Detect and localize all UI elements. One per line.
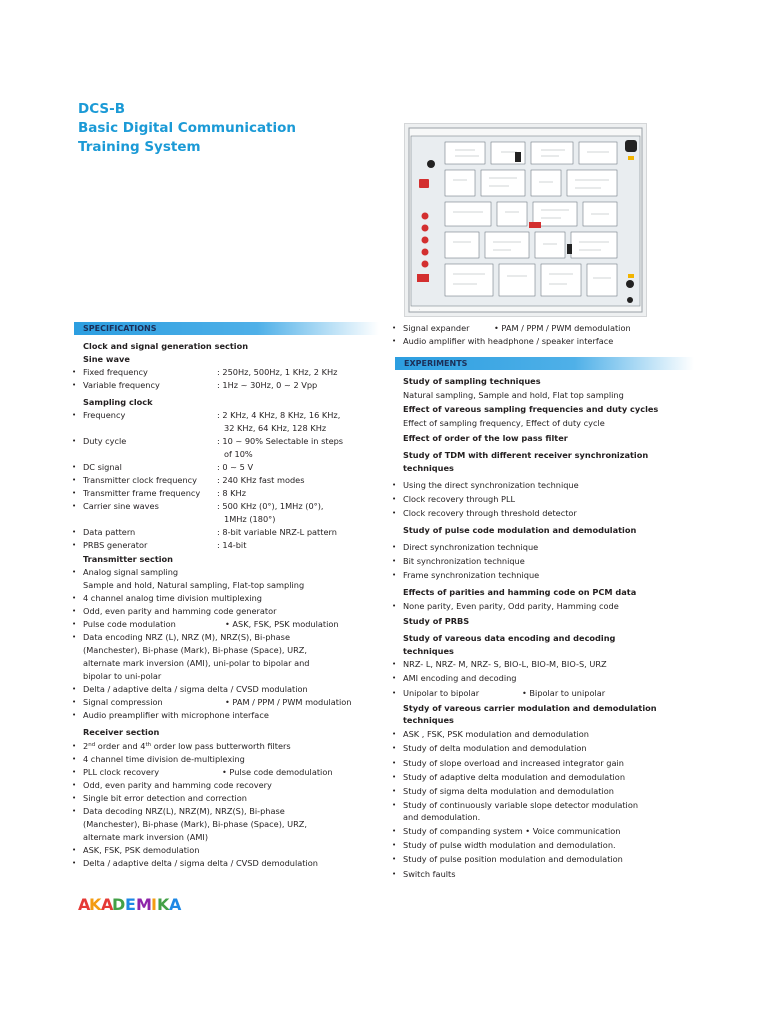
list-item: • Delta / adaptive delta / sigma delta / CVSD demodulation <box>83 857 318 869</box>
list-item: • 4 channel time division de-multiplexing <box>83 753 245 765</box>
list-item: • Frame synchronization technique <box>403 569 539 581</box>
list-item: • Pulse code modulation <box>83 618 176 630</box>
spec-label: • DC signal <box>83 461 122 473</box>
experiments-heading: EXPERIMENTS <box>395 357 694 370</box>
list-item-continuation: alternate mark inversion (AMI), uni-polar to bipolar and <box>83 658 310 668</box>
experiment-heading: Effect of vareous sampling frequencies and duty cycles <box>403 404 659 414</box>
experiment-detail: Effect of sampling frequency, Effect of duty cycle <box>403 418 605 428</box>
svg-text:D: D <box>112 895 126 914</box>
experiment-heading: Study of sampling techniques <box>403 376 541 386</box>
svg-text:A: A <box>169 895 182 914</box>
spec-label: • Transmitter frame frequency <box>83 487 200 499</box>
experiment-heading: Effects of parities and hamming code on PCM data <box>403 587 637 597</box>
svg-text:I: I <box>151 895 157 914</box>
spec-label: • Carrier sine waves <box>83 500 159 512</box>
spec-label: • Frequency <box>83 409 125 421</box>
list-item: • Signal compression <box>83 696 163 708</box>
list-item: • Data encoding NRZ (L), NRZ (M), NRZ(S), Bi-phase <box>83 631 290 643</box>
experiment-heading-continuation: techniques <box>403 463 454 473</box>
spec-value: : 0 ~ 5 V <box>217 462 254 472</box>
list-item: • Study of pulse width modulation and demodulation. <box>403 839 616 851</box>
product-code: DCS-B <box>78 101 125 117</box>
list-item: • Odd, even parity and hamming code recovery <box>83 779 272 791</box>
list-item-continuation: Sample and hold, Natural sampling, Flat-top sampling <box>83 580 305 590</box>
spec-value: 1MHz (180°) <box>224 514 276 524</box>
list-item: • ASK , FSK, PSK modulation and demodulation <box>403 728 589 740</box>
spec-label: • Data pattern <box>83 526 135 538</box>
svg-text:.: . <box>419 307 420 311</box>
product-name-line-2: Training System <box>78 139 201 155</box>
list-item: • Using the direct synchronization technique <box>403 479 579 491</box>
list-item-continuation: alternate mark inversion (AMI) <box>83 832 209 842</box>
svg-text:K: K <box>157 895 170 914</box>
spec-value: : 8-bit variable NRZ-L pattern <box>217 527 337 537</box>
list-item: • 4 channel analog time division multiplexing <box>83 592 262 604</box>
list-item: • NRZ- L, NRZ- M, NRZ- S, BIO-L, BIO-M, BIO-S, URZ <box>403 658 607 670</box>
spec-label: • Variable frequency <box>83 379 160 391</box>
list-item: • Signal expander <box>403 322 470 334</box>
spec-value: : 14-bit <box>217 540 247 550</box>
receiver-heading: Receiver section <box>83 727 160 737</box>
svg-text:K: K <box>89 895 102 914</box>
spec-label: • Fixed frequency <box>83 366 148 378</box>
list-item-inline: • PAM / PPM / PWM modulation <box>225 697 352 707</box>
list-item: • PLL clock recovery <box>83 766 159 778</box>
sine-wave-heading: Sine wave <box>83 354 130 364</box>
list-item: • Study of pulse position modulation and demodulation <box>403 853 623 865</box>
list-item: • Single bit error detection and correction <box>83 792 247 804</box>
list-item <box>83 740 291 752</box>
spec-value: of 10% <box>224 449 253 459</box>
list-item: • Switch faults <box>403 868 456 880</box>
list-item: • ASK, FSK, PSK demodulation <box>83 844 199 856</box>
sampling-clock-heading: Sampling clock <box>83 397 153 407</box>
list-item: • Audio amplifier with headphone / speaker interface <box>403 335 613 347</box>
ordinal-suffix: nd <box>88 742 96 748</box>
list-item-continuation: bipolar to uni-polar <box>83 671 162 681</box>
spec-value: : 240 KHz fast modes <box>217 475 305 485</box>
list-item-inline: • ASK, FSK, PSK modulation <box>225 619 339 629</box>
list-item: • Odd, even parity and hamming code generator <box>83 605 276 617</box>
svg-text:A: A <box>78 895 91 914</box>
spec-label: • Transmitter clock frequency <box>83 474 197 486</box>
akademika-logo <box>78 893 198 915</box>
filter-text-2: order low pass butterworth filters <box>151 741 291 751</box>
product-name-line-1: Basic Digital Communication <box>78 120 297 136</box>
list-item: • Study of delta modulation and demodulation <box>403 742 587 754</box>
experiment-heading: Study of PRBS <box>403 616 470 626</box>
list-item: • Study of sigma delta modulation and demodulation <box>403 785 614 797</box>
spec-value: : 2 KHz, 4 KHz, 8 KHz, 16 KHz, <box>217 410 341 420</box>
experiment-heading: Stydy of vareous carrier modulation and demodulation <box>403 703 657 713</box>
spec-value: : 8 KHz <box>217 488 246 498</box>
experiment-heading: Study of vareous data encoding and decoding <box>403 633 616 643</box>
list-item-continuation: (Manchester), Bi-phase (Mark), Bi-phase (Space), URZ, <box>83 645 308 655</box>
experiment-detail: Natural sampling, Sample and hold, Flat top sampling <box>403 390 624 400</box>
spec-label: • PRBS generator <box>83 539 147 551</box>
filter-order-1: 2 <box>83 741 89 751</box>
ordinal-suffix: th <box>145 742 152 748</box>
svg-text:E: E <box>125 895 136 914</box>
list-item: • Unipolar to bipolar <box>403 687 479 699</box>
filter-text-1: order and 4 <box>95 741 146 751</box>
list-item: • Delta / adaptive delta / sigma delta / CVSD modulation <box>83 683 308 695</box>
experiment-heading: Effect of order of the low pass filter <box>403 433 568 443</box>
specifications-heading: SPECIFICATIONS <box>74 322 379 335</box>
list-item: • Direct synchronization technique <box>403 541 538 553</box>
list-item: • AMI encoding and decoding <box>403 672 517 684</box>
list-item: • Clock recovery through threshold detector <box>403 507 577 519</box>
experiment-heading: Study of TDM with different receiver synchronization <box>403 450 649 460</box>
list-item-inline: • Bipolar to unipolar <box>522 688 606 698</box>
clock-section-heading: Clock and signal generation section <box>83 341 249 351</box>
list-item-continuation: and demodulation. <box>403 812 481 822</box>
spec-label: • Duty cycle <box>83 435 126 447</box>
list-item: • Data decoding NRZ(L), NRZ(M), NRZ(S), Bi-phase <box>83 805 285 817</box>
spec-value: : 10 ~ 90% Selectable in steps <box>217 436 344 446</box>
list-item: • Study of adaptive delta modulation and demodulation <box>403 771 625 783</box>
experiment-heading-continuation: techniques <box>403 646 454 656</box>
transmitter-heading: Transmitter section <box>83 554 174 564</box>
list-item: • Audio preamplifier with microphone interface <box>83 709 269 721</box>
document-title <box>78 100 296 157</box>
list-item: • Clock recovery through PLL <box>403 493 515 505</box>
list-item: • Study of continuously variable slope detector modulation <box>403 799 638 811</box>
list-item-continuation: (Manchester), Bi-phase (Mark), Bi-phase (Space), URZ, <box>83 819 308 829</box>
list-item-inline: • Pulse code demodulation <box>222 767 333 777</box>
list-item: • Study of slope overload and increased integrator gain <box>403 757 624 769</box>
list-item: • Analog signal sampling <box>83 566 178 578</box>
spec-value: : 1Hz ~ 30Hz, 0 ~ 2 Vpp <box>217 380 318 390</box>
training-kit-photo <box>404 123 647 317</box>
experiment-heading-continuation: techniques <box>403 715 454 725</box>
list-item: • Bit synchronization technique <box>403 555 525 567</box>
list-item-inline: • PAM / PPM / PWM demodulation <box>494 323 631 333</box>
list-item: • Study of companding system • Voice communication <box>403 825 620 837</box>
svg-text:M: M <box>136 895 152 914</box>
spec-value: 32 KHz, 64 KHz, 128 KHz <box>224 423 327 433</box>
spec-value: : 500 KHz (0°), 1MHz (0°), <box>217 501 324 511</box>
training-kit-board-illustration <box>405 124 646 316</box>
svg-text:A: A <box>101 895 114 914</box>
spec-value: : 250Hz, 500Hz, 1 KHz, 2 KHz <box>217 367 338 377</box>
list-item: • None parity, Even parity, Odd parity, Hamming code <box>403 600 619 612</box>
experiment-heading: Study of pulse code modulation and demodulation <box>403 525 637 535</box>
